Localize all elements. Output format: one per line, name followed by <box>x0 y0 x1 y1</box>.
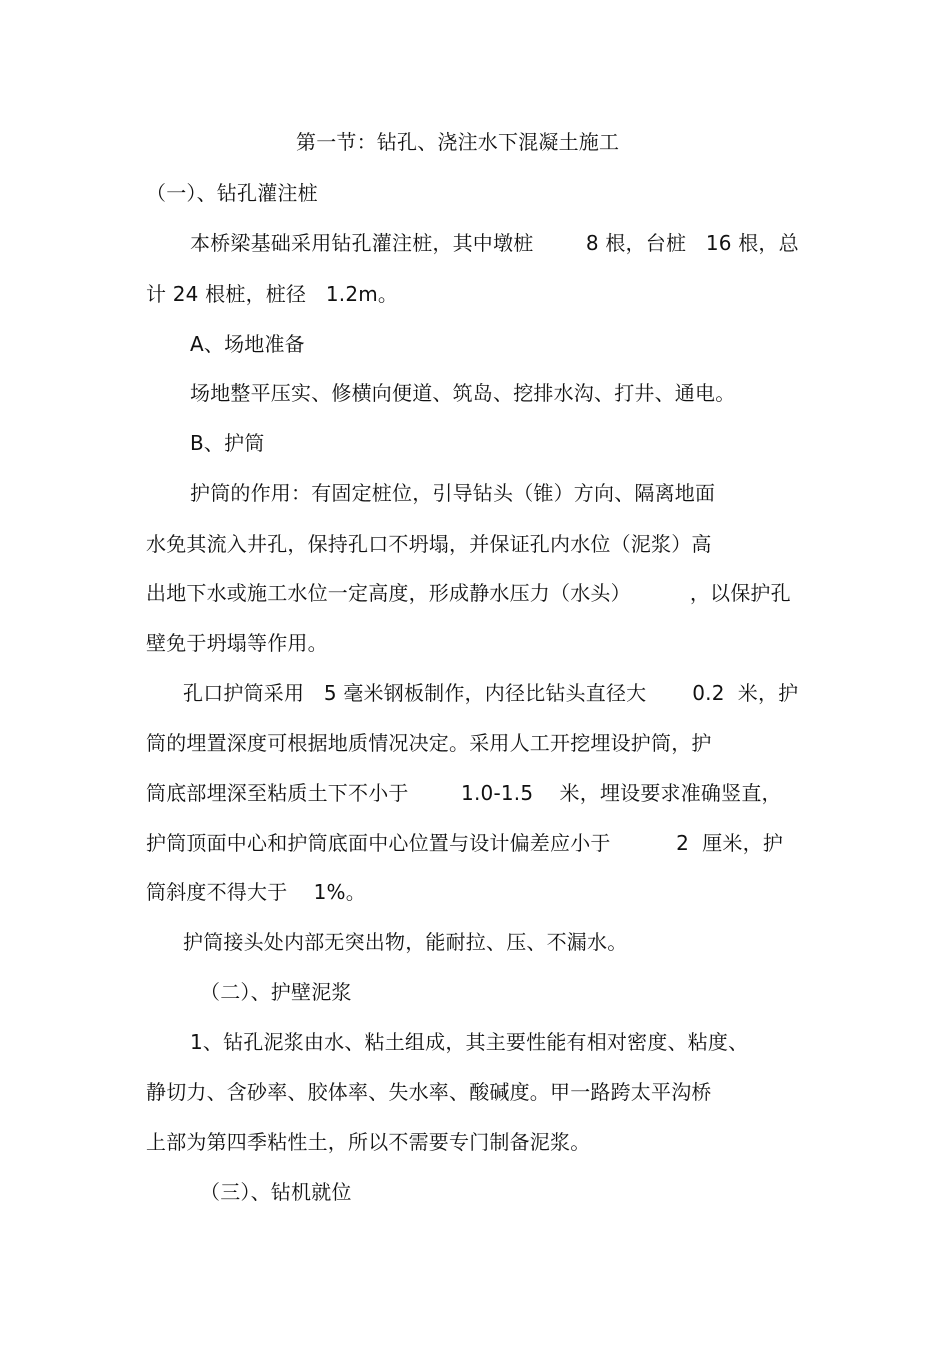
paragraph-line: 筒的埋置深度可根据地质情况决定。采用人工开挖埋设护筒，护 <box>146 731 712 755</box>
paragraph-line: 筒斜度不得大于 1%。 <box>146 880 366 904</box>
paragraph-line: 水免其流入井孔，保持孔口不坍塌，并保证孔内水位（泥浆）高 <box>146 532 712 556</box>
paragraph-line: 壁免于坍塌等作用。 <box>146 631 328 655</box>
paragraph-line: 场地整平压实、修横向便道、筑岛、挖排水沟、打井、通电。 <box>190 381 736 405</box>
paragraph-line: 孔口护筒采用 5 毫米钢板制作，内径比钻头直径大 0.2 米，护 <box>183 681 799 705</box>
paragraph-line: 本桥梁基础采用钻孔灌注桩，其中墩桩 8 根，台桩 16 根，总 <box>190 231 799 255</box>
heading-wall-mud: （二）、护壁泥浆 <box>200 980 352 1004</box>
paragraph-line: 计 24 根桩，桩径 1.2m。 <box>146 282 399 306</box>
section-title: 第一节：钻孔、浇注水下混凝土施工 <box>296 130 620 154</box>
paragraph-line: 筒底部埋深至粘质土下不小于 1.0-1.5 米，埋设要求准确竖直， <box>146 781 782 805</box>
paragraph-line: 静切力、含砂率、胶体率、失水率、酸碱度。甲一路跨太平沟桥 <box>146 1080 712 1104</box>
paragraph-line: 上部为第四季粘性土，所以不需要专门制备泥浆。 <box>146 1130 591 1154</box>
paragraph-line: 出地下水或施工水位一定高度，形成静水压力（水头） ，以保护孔 <box>146 581 791 605</box>
paragraph-line: 护筒接头处内部无突出物，能耐拉、压、不漏水。 <box>183 930 628 954</box>
heading-rig-positioning: （三）、钻机就位 <box>200 1180 352 1204</box>
subheading-casing: B、护筒 <box>190 431 265 455</box>
subheading-site-preparation: A、场地准备 <box>190 332 305 356</box>
paragraph-line: 1、钻孔泥浆由水、粘土组成，其主要性能有相对密度、粘度、 <box>190 1030 749 1054</box>
paragraph-line: 护筒的作用：有固定桩位，引导钻头（锥）方向、隔离地面 <box>190 481 716 505</box>
heading-bored-piles: （一）、钻孔灌注桩 <box>146 181 318 205</box>
paragraph-line: 护筒顶面中心和护筒底面中心位置与设计偏差应小于 2 厘米，护 <box>146 831 784 855</box>
